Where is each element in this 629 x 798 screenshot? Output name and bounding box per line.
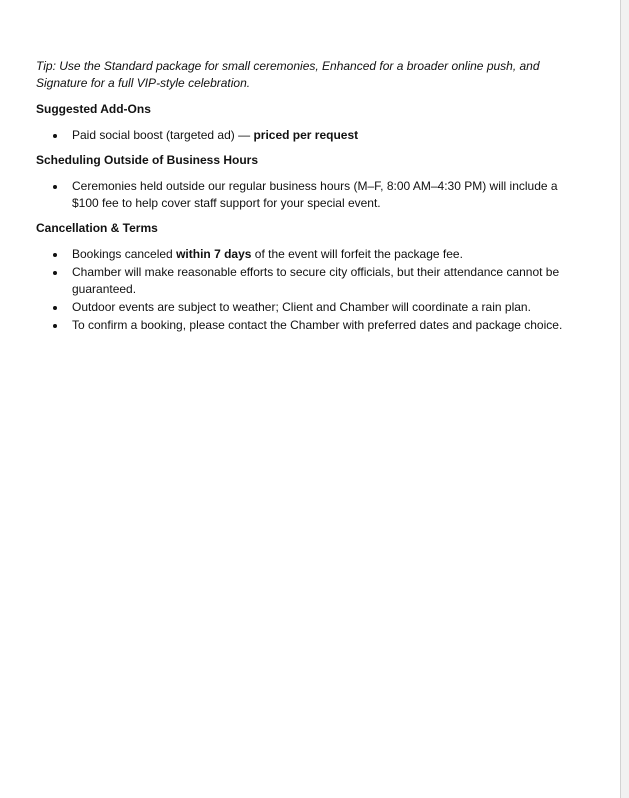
bullet-icon: [53, 306, 57, 310]
item-emphasis: priced per request: [253, 128, 359, 142]
item-text: Ceremonies held outside our regular business hours (M–F, 8:00 AM–4:30 PM) will include a $100 fee to help cover staff support for your special event.: [72, 179, 558, 210]
section-heading-scheduling: Scheduling Outside of Business Hours: [36, 153, 259, 167]
section-heading-add-ons: Suggested Add-Ons: [36, 102, 151, 116]
item-text-tail: of the event will forfeit the package fee.: [251, 247, 463, 261]
cancellation-list: [36, 246, 584, 334]
list-item: [36, 246, 584, 263]
item-text: Paid social boost (targeted ad) —: [72, 128, 254, 142]
bullet-icon: [53, 271, 57, 275]
item-text: To confirm a booking, please contact the Chamber with preferred dates and package choice.: [72, 318, 563, 332]
list-item: [36, 317, 584, 334]
item-text: Outdoor events are subject to weather; Client and Chamber will coordinate a rain plan.: [72, 300, 531, 314]
list-item: [36, 178, 584, 212]
bullet-icon: [53, 185, 57, 189]
add-ons-list: [36, 127, 584, 144]
list-item: [36, 264, 584, 298]
document-body: [36, 58, 584, 342]
tip-paragraph: Tip: Use the Standard package for small ceremonies, Enhanced for a broader online push, and Signature for a full VIP-style celebration.: [36, 59, 540, 90]
item-text: Bookings canceled: [72, 247, 177, 261]
item-emphasis: within 7 days: [176, 247, 252, 261]
bullet-icon: [53, 324, 57, 328]
scheduling-list: [36, 178, 584, 212]
section-heading-cancellation: Cancellation & Terms: [36, 221, 158, 235]
item-text: Chamber will make reasonable efforts to secure city officials, but their attendance cannot be guaranteed.: [72, 265, 560, 296]
list-item: [36, 299, 584, 316]
bullet-icon: [53, 253, 57, 257]
window-edge: [620, 0, 629, 798]
bullet-icon: [53, 134, 57, 138]
list-item: [36, 127, 584, 144]
